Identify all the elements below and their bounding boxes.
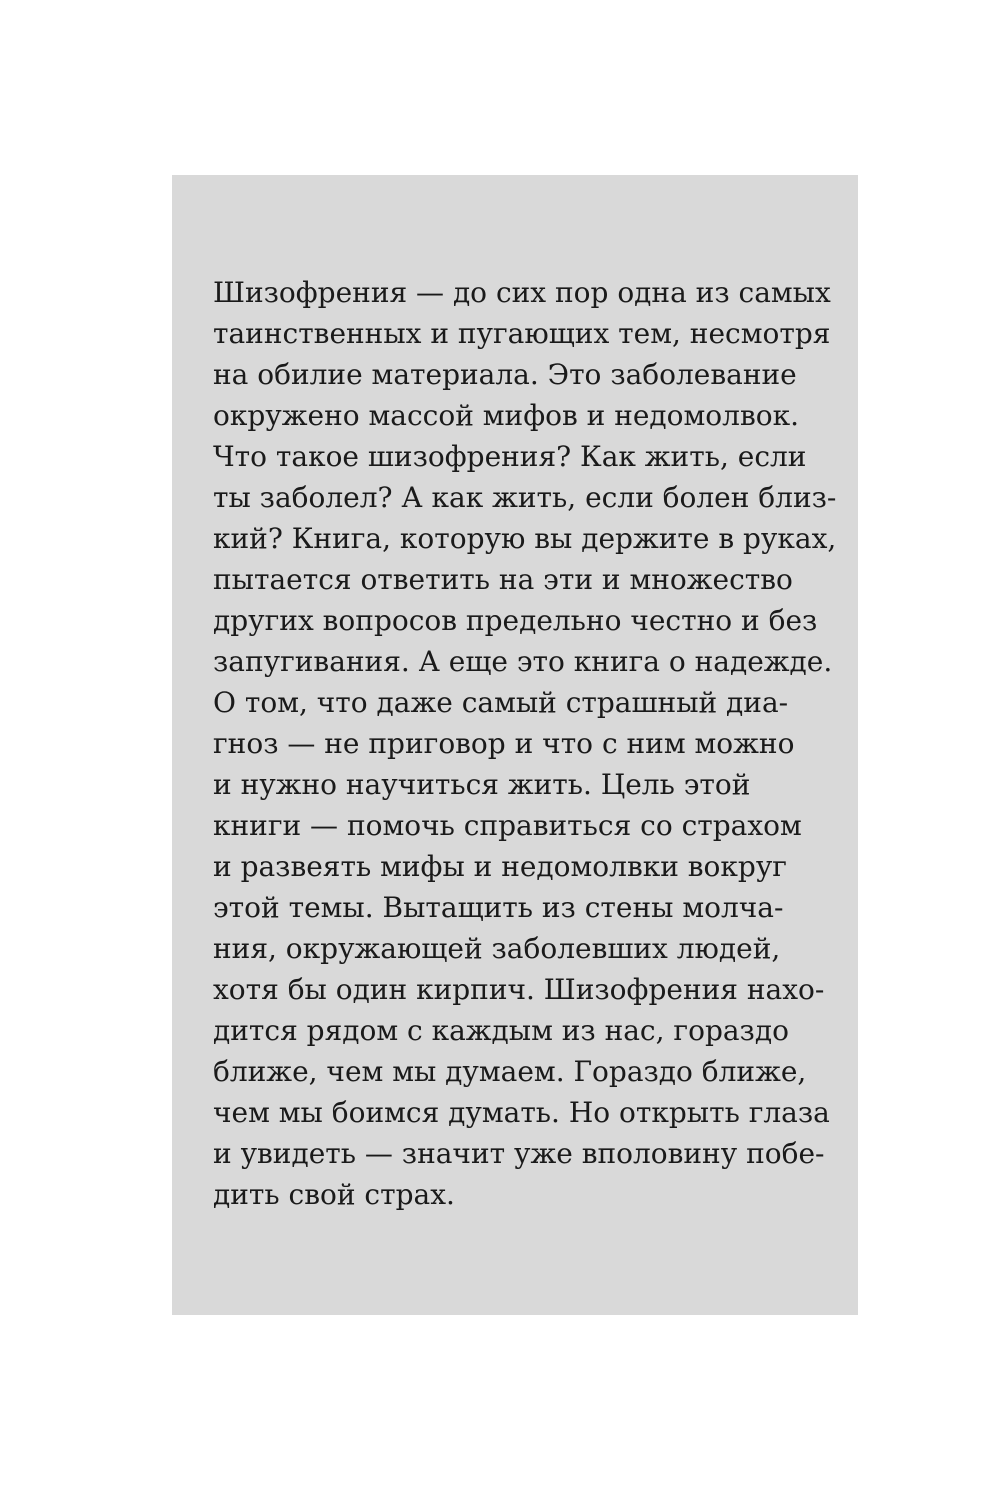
blurb-line: таинственных и пугающих тем, несмотря <box>213 317 831 350</box>
blurb-line: дится рядом с каждым из нас, гораздо <box>213 1014 789 1047</box>
blurb-line: запугивания. А еще это книга о надежде. <box>213 645 833 678</box>
blurb-line: ближе, чем мы думаем. Гораздо ближе, <box>213 1055 807 1088</box>
blurb-line: О том, что даже самый страшный диа- <box>213 686 789 719</box>
blurb-line: и развеять мифы и недомолвки вокруг <box>213 850 787 883</box>
blurb-line: Что такое шизофрения? Как жить, если <box>213 440 807 473</box>
blurb-line: других вопросов предельно честно и без <box>213 604 818 637</box>
blurb-line: ты заболел? А как жить, если болен близ- <box>213 481 837 514</box>
blurb-line: этой темы. Вытащить из стены молча- <box>213 891 784 924</box>
blurb-line: окружено массой мифов и недомолвок. <box>213 399 799 432</box>
blurb-line: кий? Книга, которую вы держите в руках, <box>213 522 837 555</box>
blurb-line: ния, окружающей заболевших людей, <box>213 932 781 965</box>
blurb-text <box>213 272 837 1215</box>
blurb-line: хотя бы один кирпич. Шизофрения нахо- <box>213 973 825 1006</box>
blurb-line: Шизофрения — до сих пор одна из самых <box>213 276 831 309</box>
blurb-line: пытается ответить на эти и множество <box>213 563 793 596</box>
blurb-line: гноз — не приговор и что с ним можно <box>213 727 795 760</box>
blurb-line: книги — помочь справиться со страхом <box>213 809 802 842</box>
blurb-line: на обилие материала. Это заболевание <box>213 358 797 391</box>
blurb-line: и нужно научиться жить. Цель этой <box>213 768 751 801</box>
blurb-line: дить свой страх. <box>213 1178 455 1211</box>
blurb-line: и увидеть — значит уже вполовину побе- <box>213 1137 825 1170</box>
blurb-line: чем мы боимся думать. Но открыть глаза <box>213 1096 830 1129</box>
